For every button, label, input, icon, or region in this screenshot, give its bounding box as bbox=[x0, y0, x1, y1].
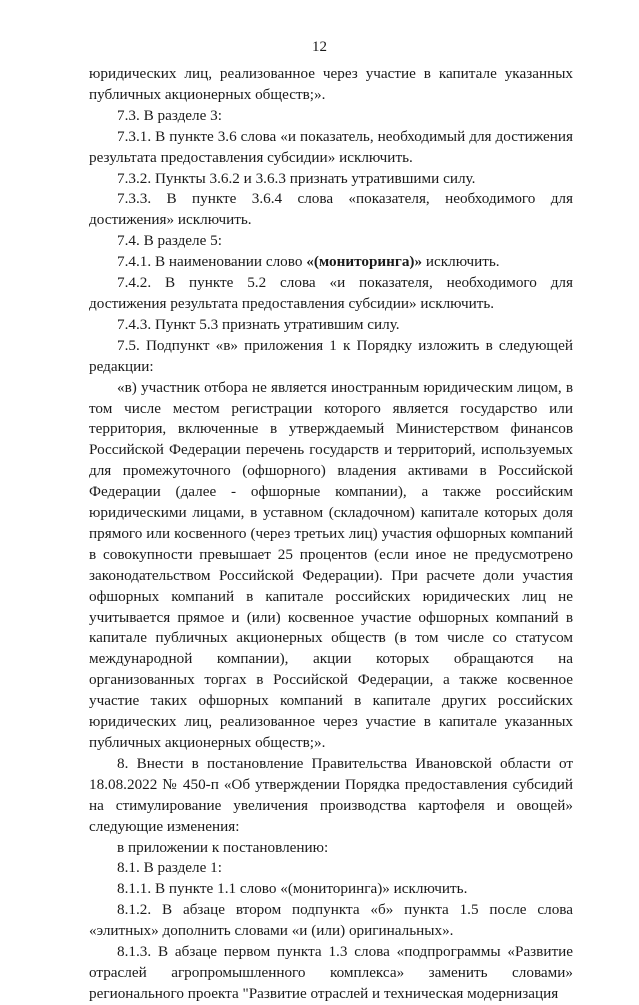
paragraph-text: исключить. bbox=[422, 253, 500, 271]
page-number: 12 bbox=[312, 39, 327, 55]
paragraph bbox=[89, 252, 573, 273]
paragraph: юридических лиц, реализованное через участие в капитале указанных публичных акционерных обществ;». bbox=[89, 65, 573, 103]
paragraph: 8.1.1. В пункте 1.1 слово «(мониторинга)» исключить. bbox=[117, 880, 468, 898]
paragraph: 8.1.3. В абзаце первом пункта 1.3 слова «подпрограммы «Развитие отраслей агропромышленного комплекса» заменить словами» регионального проекта "Развитие отраслей и техническая модернизация bbox=[89, 943, 573, 1002]
document-body bbox=[89, 64, 573, 1005]
paragraph: 7.4. В разделе 5: bbox=[117, 232, 222, 250]
paragraph: 7.4.3. Пункт 5.3 признать утратившим силу. bbox=[117, 315, 400, 333]
paragraph: в приложении к постановлению: bbox=[117, 838, 329, 856]
paragraph: 8.1. В разделе 1: bbox=[117, 859, 222, 877]
paragraph: 7.5. Подпункт «в» приложения 1 к Порядку изложить в следующей редакции: bbox=[89, 336, 573, 375]
paragraph: «в) участник отбора не является иностранным юридическим лицом, в том числе местом регистрации которого является государство или территория, включенные в утверждаемый Министерством финансов Российской Федерации перечень государств и территорий, используемых для промежуточного (офшорного) владения активами в Российской Федерации (далее - офшорные компании), а также российским юридическими лицами, в уставном (складочном) капитале которых доля прямого или косвенного (через третьих лиц) участия офшорных компаний в совокупности превышает 25 процентов (если иное не предусмотрено законодательством Российской Федерации). При расчете доли участия офшорных компаний в капитале российских юридических лиц не учитывается прямое и (или) косвенное участие офшорных компаний в капитале публичных акционерных обществ (в том числе со статусом международной компании), акции которых обращаются на организованных торгах в Российской Федерации, а также косвенное участие таких офшорных компаний в капитале других российских юридических лиц, реализованное через участие в капитале указанных публичных акционерных обществ;». bbox=[89, 378, 573, 751]
paragraph: 8. Внести в постановление Правительства Ивановской области от 18.08.2022 № 450-п «Об утверждении Порядка предоставления субсидий на стимулирование увеличения производства картофеля и овощей» следующие изменения: bbox=[89, 754, 573, 835]
bold-term: «(мониторинга)» bbox=[306, 253, 423, 271]
paragraph: 7.3.2. Пункты 3.6.2 и 3.6.3 признать утратившими силу. bbox=[117, 169, 476, 187]
paragraph-text: 7.4.1. В наименовании слово bbox=[117, 253, 307, 271]
paragraph: 7.3.1. В пункте 3.6 слова «и показатель, необходимый для достижения результата предоставления субсидии» исключить. bbox=[89, 127, 573, 166]
paragraph: 7.3.3. В пункте 3.6.4 слова «показателя, необходимого для достижения» исключить. bbox=[89, 190, 573, 229]
paragraph: 8.1.2. В абзаце втором подпункта «б» пункта 1.5 после слова «элитных» дополнить словами «и (или) оригинальных». bbox=[89, 901, 573, 940]
paragraph: 7.4.2. В пункте 5.2 слова «и показателя, необходимого для достижения результата предоставления субсидии» исключить. bbox=[89, 274, 573, 312]
paragraph: 7.3. В разделе 3: bbox=[117, 106, 222, 124]
